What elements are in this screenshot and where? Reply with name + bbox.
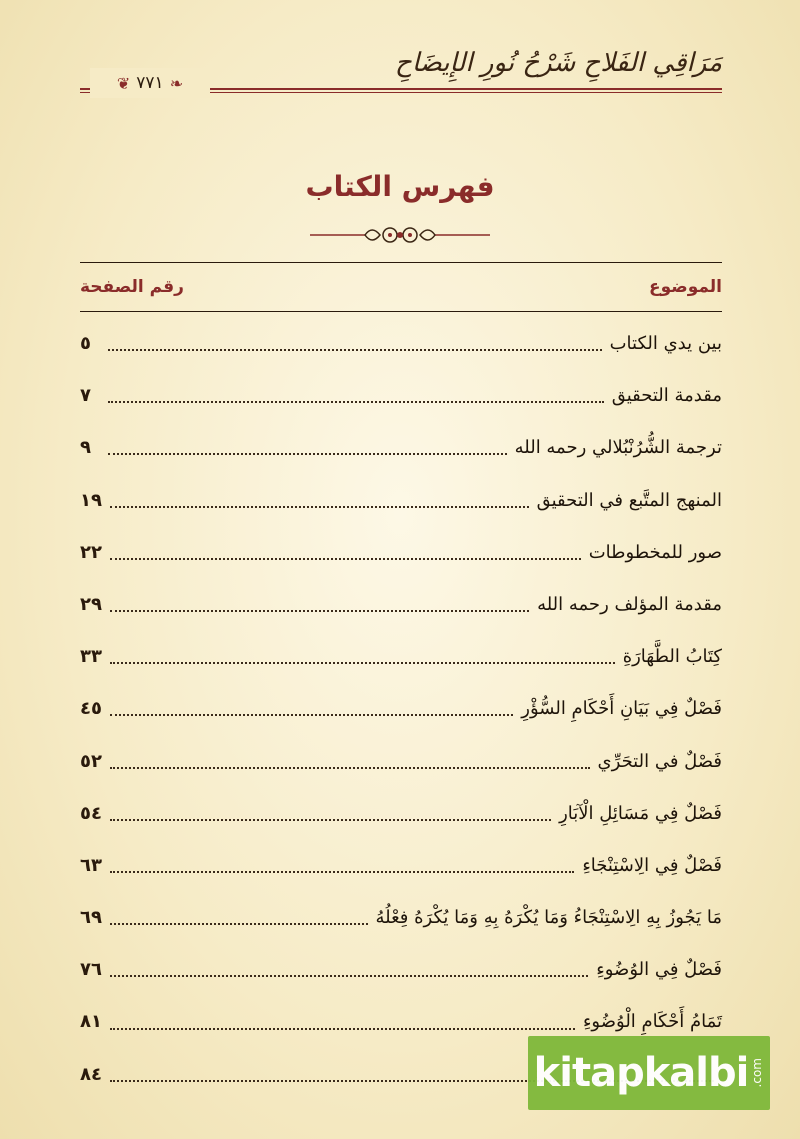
toc-entry[interactable] (80, 736, 722, 788)
toc-entry[interactable] (80, 527, 722, 579)
dot-leader (108, 453, 507, 455)
flourish-right-icon: ❧ (169, 73, 184, 93)
toc-entry[interactable] (80, 579, 722, 631)
toc-entry-label: صور للمخطوطات (588, 541, 722, 563)
toc-column-header (80, 262, 722, 312)
toc-entry-label: فَصْلٌ فِي الوُضُوءِ (596, 959, 722, 981)
toc-entry-label: فَصْلٌ في التحَرِّي (597, 750, 722, 772)
toc-entry[interactable] (80, 475, 722, 527)
dot-leader (108, 401, 604, 403)
page-header (0, 38, 800, 98)
toc-entry-page: ٢٢ (80, 541, 102, 563)
toc-entry-page: ٥٤ (80, 802, 102, 824)
dot-leader (110, 767, 590, 769)
toc-entry[interactable] (80, 370, 722, 422)
toc-entry-label: مقدمة التحقيق (611, 385, 722, 407)
dot-leader (110, 506, 529, 508)
dot-leader (110, 662, 615, 664)
page-title: فهرس الكتاب (305, 170, 495, 203)
watermark-suffix: .com (750, 1058, 765, 1088)
title-ornament-icon (310, 220, 490, 250)
watermark-text: kitapkalbi (533, 1050, 749, 1096)
toc-entry-page: ٧٦ (80, 959, 102, 981)
table-of-contents (80, 318, 722, 1101)
dot-leader (110, 610, 529, 612)
dot-leader (110, 871, 574, 873)
toc-entry-label: فَصْلٌ فِي مَسَائِلِ الْآبَارِ (559, 802, 722, 824)
watermark-logo (528, 1036, 770, 1110)
toc-entry[interactable] (80, 631, 722, 683)
toc-entry[interactable] (80, 788, 722, 840)
toc-entry-page: ٣٣ (80, 646, 102, 668)
toc-entry-page: ٥٢ (80, 750, 102, 772)
dot-leader (108, 349, 602, 351)
toc-entry-page: ٥ (80, 333, 91, 354)
toc-entry-page: ٦٩ (80, 907, 102, 929)
toc-entry-page: ١٩ (80, 489, 102, 511)
column-page: رقم الصفحة (80, 277, 184, 297)
toc-entry-page: ٨٤ (80, 1063, 102, 1085)
toc-entry-label: فَصْلٌ فِي بَيَانِ أَحْكَامِ السُّؤْرِ (521, 698, 722, 720)
toc-entry-label: المنهج المتَّبع في التحقيق (536, 489, 722, 511)
toc-entry-label: مَا يَجُوزُ بِهِ الِاسْتِنْجَاءُ وَمَا يُكْرَهُ بِهِ وَمَا يُكْرَهُ فِعْلُهُ (375, 907, 722, 929)
toc-entry[interactable] (80, 944, 722, 996)
toc-entry-page: ٤٥ (80, 698, 102, 720)
dot-leader (110, 819, 551, 821)
running-title: مَرَاقِي الفَلاحِ شَرْحُ نُورِ الإِيضَاحِ (395, 48, 722, 78)
toc-entry-label: مقدمة المؤلف رحمه الله (537, 593, 722, 615)
toc-entry-label: ترجمة الشُّرُنْبُلالي رحمه الله (514, 437, 722, 459)
toc-entry[interactable] (80, 892, 722, 944)
toc-entry-label: بين يدي الكتاب (609, 333, 722, 354)
dot-leader (110, 558, 581, 560)
page-number: ٧٧١ (136, 73, 164, 93)
toc-entry-page: ٨١ (80, 1011, 102, 1033)
toc-entry-label: كِتَابُ الطَّهَارَةِ (622, 646, 722, 668)
column-topic: الموضوع (649, 277, 722, 297)
dot-leader (110, 1028, 575, 1030)
dot-leader (110, 714, 513, 716)
toc-entry-label: تَمَامُ أَحْكَامِ الْوُضُوءِ (582, 1011, 722, 1033)
toc-entry[interactable] (80, 840, 722, 892)
toc-entry-label: فَصْلٌ فِي الِاسْتِنْجَاءِ (582, 854, 722, 876)
toc-entry-page: ٦٣ (80, 854, 102, 876)
page-number-ornament (90, 68, 210, 98)
flourish-left-icon: ❦ (116, 73, 131, 93)
toc-entry[interactable] (80, 422, 722, 474)
toc-entry-page: ٩ (80, 437, 91, 459)
toc-entry-page: ٢٩ (80, 593, 102, 615)
toc-entry-page: ٧ (80, 385, 91, 407)
toc-entry[interactable] (80, 318, 722, 370)
dot-leader (110, 923, 368, 925)
toc-entry[interactable] (80, 683, 722, 735)
dot-leader (110, 975, 588, 977)
